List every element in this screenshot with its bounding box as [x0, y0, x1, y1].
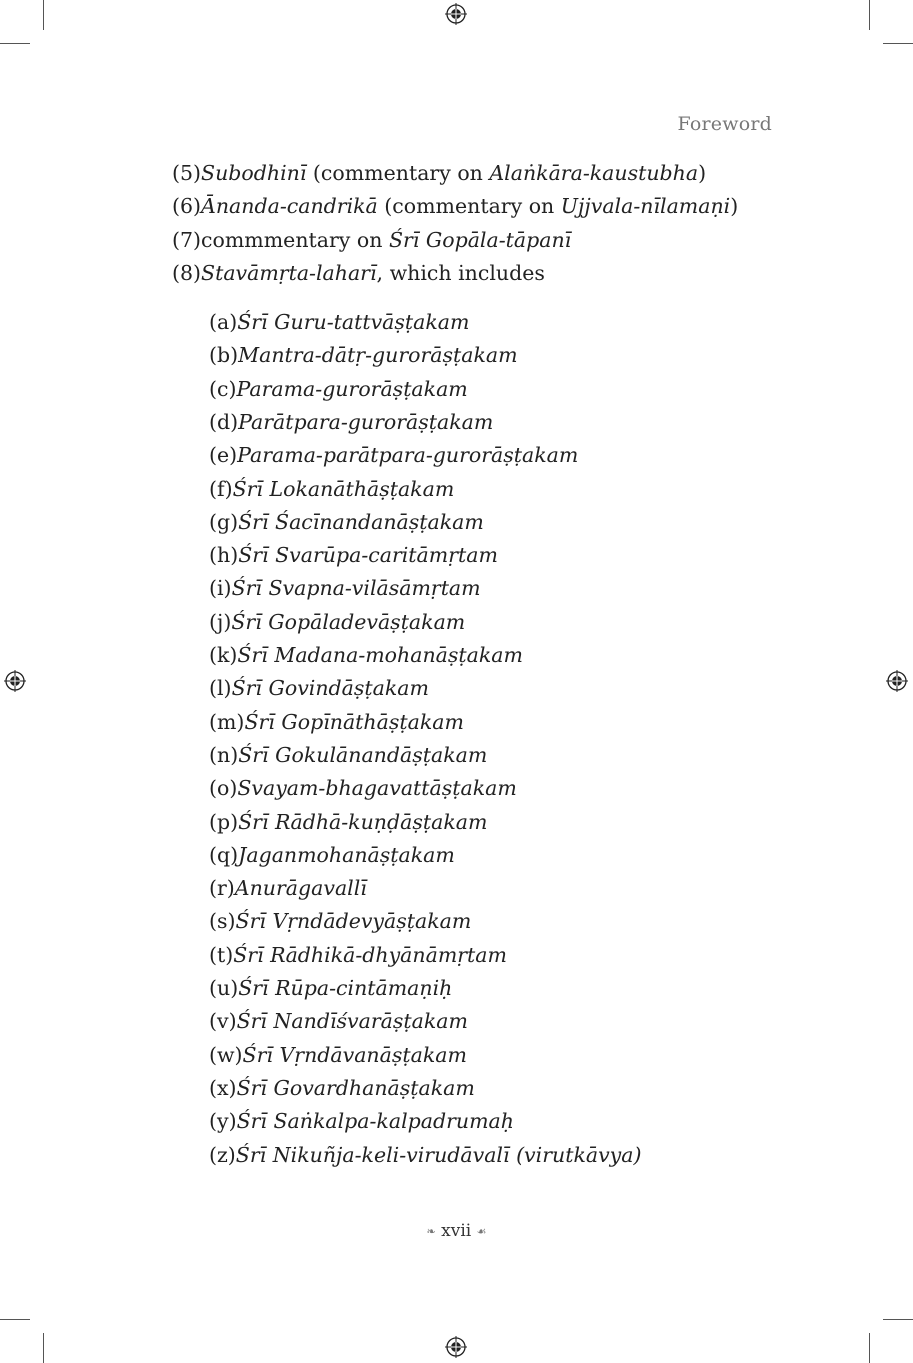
sub-list-item [209, 778, 517, 799]
item-title: Śrī Svapna-vilāsāmṛtam [231, 576, 481, 601]
sub-list-item [209, 1075, 475, 1100]
item-letter: (f) [209, 476, 233, 501]
list-item [172, 230, 571, 251]
page-footer [0, 1221, 913, 1241]
item-number: (7) [172, 228, 202, 252]
sub-list-item [209, 1111, 514, 1132]
item-letter: (p) [209, 809, 239, 834]
item-title: Śrī Rādhā-kuṇḍāṣṭakam [238, 809, 488, 834]
item-title: Śrī Nikuñja-keli-virudāvalī [235, 1142, 510, 1167]
item-title: Śrī Guru-tattvāṣṭakam [237, 310, 470, 334]
sub-list-item [209, 709, 464, 734]
item-title: Śrī Gopīnāthāṣṭakam [244, 709, 464, 734]
registration-mark-icon-left [4, 670, 26, 692]
item-letter: (v) [209, 1009, 237, 1034]
list-item [172, 196, 738, 217]
sub-list-item [209, 678, 429, 699]
item-title: Parama-gurorāṣṭakam [236, 376, 468, 401]
item-letter: (d) [209, 409, 239, 434]
crop-mark-bottom-right-h [883, 1319, 913, 1320]
item-text: commmentary on [201, 228, 389, 252]
item-text: ) [730, 194, 739, 218]
registration-mark-icon-bottom [445, 1336, 467, 1358]
registration-mark-icon-right [886, 670, 908, 692]
item-title: Śrī Nandīśvarāṣṭakam [236, 1009, 468, 1034]
sub-list-item [209, 878, 367, 899]
list-item [172, 163, 706, 184]
item-letter: (x) [209, 1075, 237, 1100]
sub-list-item [209, 409, 494, 434]
item-letter: (t) [209, 942, 234, 967]
item-suffix: (virutkāvya) [509, 1142, 642, 1167]
item-title: Jaganmohanāṣṭakam [238, 842, 455, 867]
sub-list-item [209, 645, 523, 666]
item-letter: (b) [209, 343, 239, 368]
item-text: Alaṅkāra-kaustubha [489, 161, 699, 185]
item-letter: (m) [209, 709, 245, 734]
sub-list-item [209, 509, 484, 534]
item-letter: (q) [209, 842, 239, 867]
sub-list-item [209, 1011, 468, 1032]
item-letter: (e) [209, 443, 238, 468]
item-letter: (j) [209, 609, 232, 634]
item-title: Mantra-dātṛ-gurorāṣṭakam [238, 343, 518, 368]
item-letter: (a) [209, 310, 238, 334]
item-letter: (z) [209, 1142, 236, 1167]
ornament-left-icon: ❧ [426, 1225, 436, 1238]
item-text: Ānanda-candrikā [201, 194, 378, 218]
sub-list-item [209, 978, 452, 999]
item-title: Śrī Gokulānandāṣṭakam [238, 742, 488, 767]
item-letter: (n) [209, 742, 239, 767]
item-text: Stavāmṛta-laharī [201, 261, 377, 285]
item-title: Śrī Rādhikā-dhyānāmṛtam [233, 942, 507, 967]
item-title: Parātpara-gurorāṣṭakam [238, 409, 494, 434]
item-title: Svayam-bhagavattāṣṭakam [237, 776, 517, 801]
item-title: Śrī Govindāṣṭakam [231, 676, 429, 701]
crop-mark-top-right-v [869, 0, 870, 30]
item-text: ) [698, 161, 707, 185]
item-title: Śrī Śacīnandanāṣṭakam [238, 509, 484, 534]
item-title: Śrī Rūpa-cintāmaṇiḥ [238, 976, 453, 1000]
item-title: Śrī Lokanāthāṣṭakam [232, 476, 455, 501]
item-letter: (l) [209, 676, 232, 701]
item-number: (5) [172, 161, 202, 185]
crop-mark-top-right-h [883, 43, 913, 44]
item-title: Śrī Saṅkalpa-kalpadrumaḥ [236, 1109, 514, 1134]
item-title: Śrī Gopāladevāṣṭakam [231, 609, 466, 634]
item-letter: (r) [209, 876, 235, 901]
sub-list-item [209, 842, 455, 867]
item-title: Śrī Vṛndāvanāṣṭakam [242, 1042, 467, 1067]
item-letter: (i) [209, 576, 232, 601]
item-number: (6) [172, 194, 202, 218]
item-title: Śrī Svarūpa-caritāmṛtam [238, 543, 498, 568]
item-title: Parama-parātpara-gurorāṣṭakam [237, 443, 579, 468]
item-letter: (g) [209, 509, 239, 534]
sub-list-item [209, 942, 507, 967]
item-title: Śrī Vṛndādevyāṣṭakam [235, 909, 472, 934]
item-text: Subodhinī [201, 161, 307, 185]
item-letter: (h) [209, 543, 239, 568]
item-text: (commentary on [306, 161, 490, 185]
crop-mark-bottom-left-v [43, 1333, 44, 1363]
item-title: Anurāgavallī [234, 876, 367, 901]
item-text: Ujjvala-nīlamaṇi [560, 194, 731, 218]
item-letter: (c) [209, 376, 237, 401]
sub-list-item [209, 911, 471, 932]
crop-mark-top-left-h [0, 43, 30, 44]
item-letter: (w) [209, 1042, 243, 1067]
item-letter: (s) [209, 909, 236, 934]
sub-list-item [209, 545, 498, 566]
sub-list-item [209, 345, 518, 366]
item-letter: (k) [209, 643, 238, 667]
item-title: Śrī Madana-mohanāṣṭakam [237, 643, 523, 667]
sub-list-item [209, 809, 488, 834]
item-letter: (y) [209, 1109, 237, 1134]
page-number: xvii [441, 1221, 472, 1241]
sub-list-item [209, 742, 488, 767]
sub-list-item [209, 312, 469, 333]
registration-mark-icon-top [445, 3, 467, 25]
item-text: Śrī Gopāla-tāpanī [388, 228, 572, 252]
crop-mark-top-left-v [43, 0, 44, 30]
ornament-right-icon: ☙ [476, 1225, 487, 1238]
item-title: Śrī Govardhanāṣṭakam [236, 1075, 475, 1100]
sub-list-item [209, 578, 481, 599]
item-text: , which includes [376, 261, 545, 285]
crop-mark-bottom-right-v [869, 1333, 870, 1363]
item-number: (8) [172, 261, 202, 285]
sub-list-item [209, 476, 455, 501]
sub-list-item [209, 1142, 642, 1167]
sub-list-item [209, 609, 466, 634]
item-letter: (o) [209, 776, 238, 801]
item-letter: (u) [209, 976, 239, 1000]
running-head: Foreword [677, 113, 772, 135]
crop-mark-bottom-left-h [0, 1319, 30, 1320]
sub-list-item [209, 1042, 467, 1067]
sub-list-item [209, 376, 468, 401]
list-item [172, 263, 545, 284]
item-text: (commentary on [377, 194, 561, 218]
sub-list-item [209, 445, 578, 466]
